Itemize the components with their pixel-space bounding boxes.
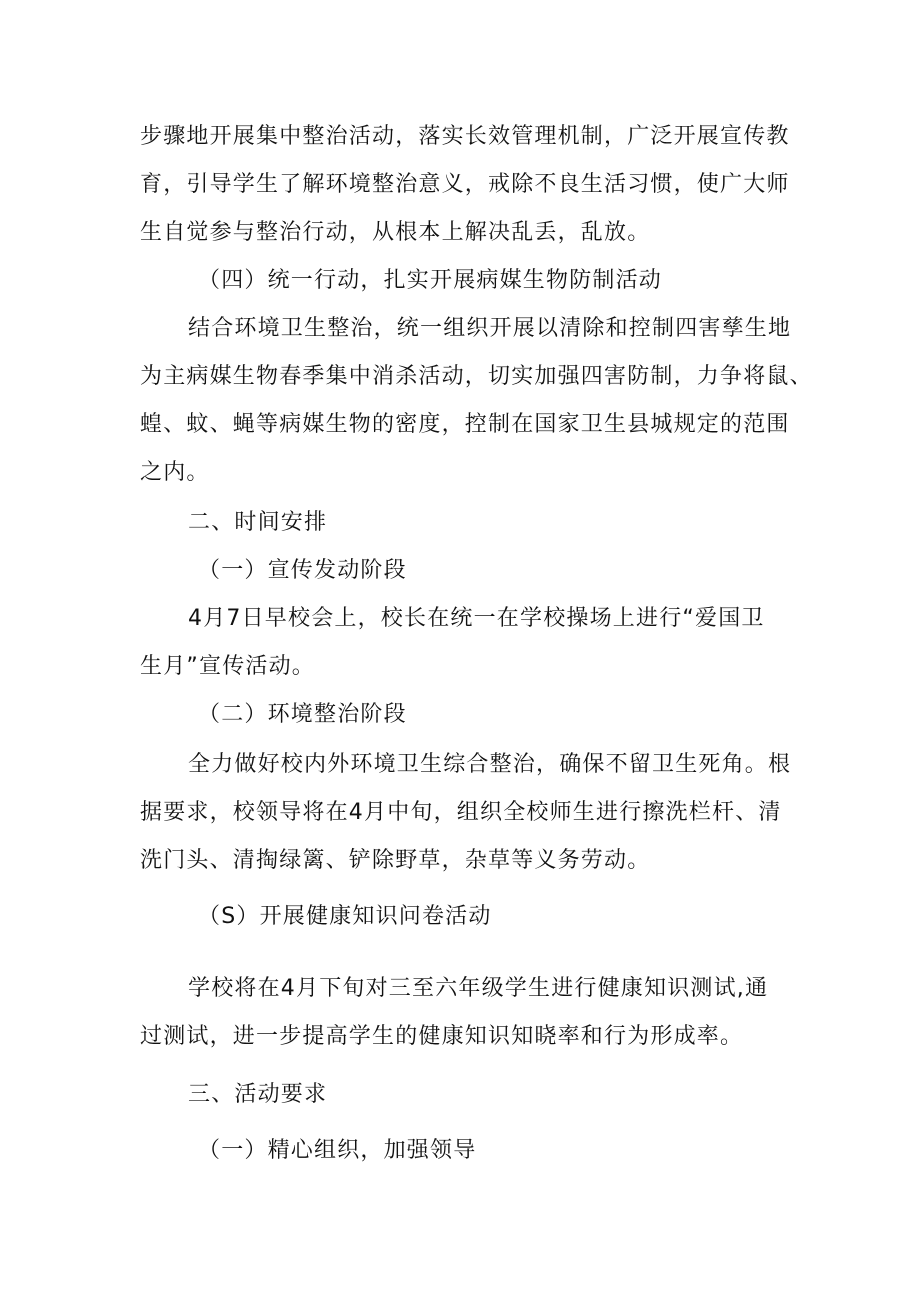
body-text-line: 结合环境卫生整治，统一组织开展以清除和控制四害孳生地: [188, 316, 792, 341]
body-text-line: 生自觉参与整治行动，从根本上解决乱丢，乱放。: [140, 220, 651, 245]
body-text-line: 育，引导学生了解环境整治意义，戒除不良生活习惯，使广大师: [140, 172, 790, 197]
section-subheading: （二）环境整治阶段: [198, 702, 407, 727]
section-subheading: （一）宣传发动阶段: [198, 558, 407, 583]
body-text-line: 洗门头、清掏绿篱、铲除野草，杂草等义务劳动。: [140, 848, 651, 873]
section-subheading: （四）统一行动，扎实开展病媒生物防制活动: [198, 268, 663, 293]
section-subheading: （S）开展健康知识问卷活动: [198, 904, 492, 929]
body-text-line: 生月”宣传活动。: [140, 654, 315, 679]
body-text-line: 4月7日早校会上，校长在统一在学校操场上进行“爱国卫: [188, 606, 765, 631]
body-text-line: 过测试，进一步提高学生的健康知识知晓率和行为形成率。: [140, 1024, 744, 1049]
body-text-line: 之内。: [140, 460, 210, 485]
body-text-line: 全力做好校内外环境卫生综合整治，确保不留卫生死角。根: [188, 752, 792, 777]
body-text-line: 为主病媒生物春季集中消杀活动，切实加强四害防制，力争将鼠、: [140, 364, 813, 389]
body-text-line: 步骤地开展集中整治活动，落实长效管理机制，广泛开展宣传教: [140, 124, 790, 149]
section-heading: 二、时间安排: [188, 510, 328, 535]
body-text-line: 学校将在4月下旬对三至六年级学生进行健康知识测试,通: [188, 976, 769, 1001]
section-subheading: （一）精心组织，加强领导: [198, 1138, 477, 1163]
body-text-line: 据要求，校领导将在4月中旬，组织全校师生进行擦洗栏杆、清: [140, 800, 782, 825]
section-heading: 三、活动要求: [188, 1082, 328, 1107]
body-text-line: 蝗、蚊、蝇等病媒生物的密度，控制在国家卫生县城规定的范围: [140, 412, 790, 437]
